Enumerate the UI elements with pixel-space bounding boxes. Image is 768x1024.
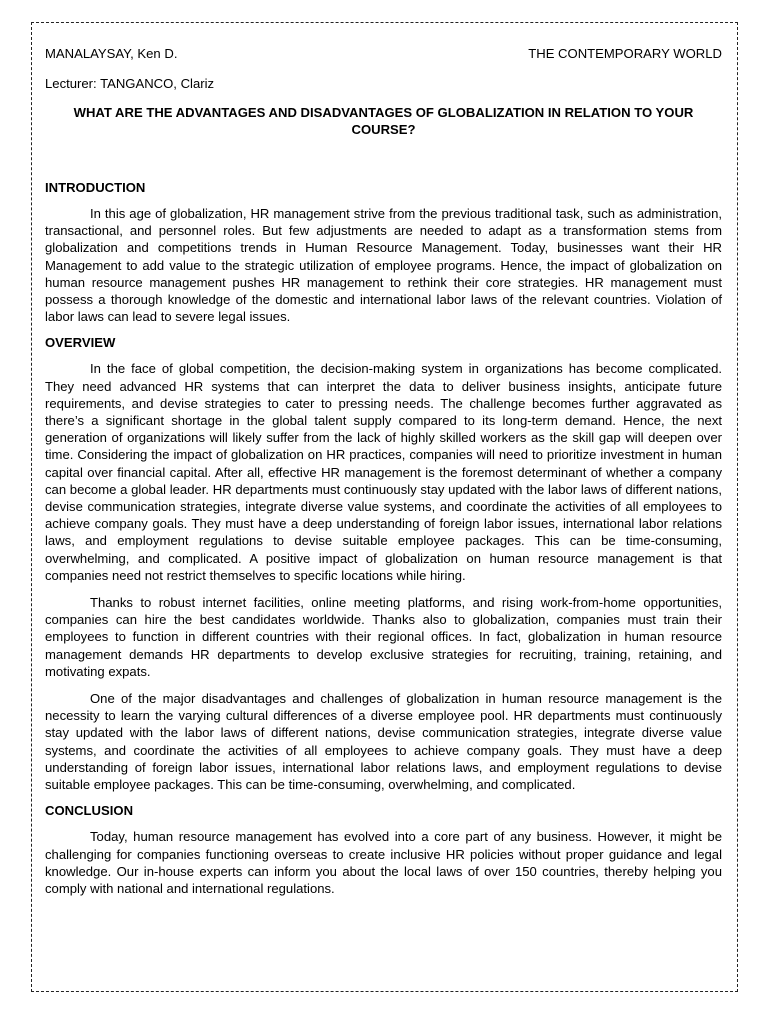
introduction-paragraph: In this age of globalization, HR management strive from the previous traditional task, such as administration, transactional, and personnel roles. But few adjustments are needed to adapt as a transformation stems from globalization and competitions trends in Human Resource Management. Today, businesses want their HR Management to add value to the strategic utilization of employee programs. Hence, the impact of globalization on human resource management pushes HR management to rethink their core strategies. HR management must possess a thorough knowledge of the domestic and international labor laws of the relevant countries. Violation of labor laws can lead to severe legal issues. bbox=[45, 206, 722, 325]
author-name: MANALAYSAY, Ken D. bbox=[45, 46, 178, 61]
heading-conclusion: CONCLUSION bbox=[45, 803, 134, 819]
overview-paragraph-2: Thanks to robust internet facilities, online meeting platforms, and rising work-from-home opportunities, companies can hire the best candidates worldwide. Thanks also to globalization, companies must train their employees to function in different countries with their regional offices. In fact, globalization in human resource management demands HR departments to develop exclusive strategies for recruiting, training, retaining, and motivating expats. bbox=[45, 595, 722, 679]
overview-paragraph-1: In the face of global competition, the decision-making system in organizations has become complicated. They need advanced HR systems that can interpret the data to deliver business insights, anticipate future requirements, and devise strategies to cater to pressing needs. The challenge becomes further aggravated as there’s a significant shortage in the global talent supply compared to its long-term demand. Hence, the next generation of organizations will likely suffer from the lack of highly skilled workers as the skill gap will deepen over time. Considering the impact of globalization on HR practices, companies will need to prioritize investment in human capital over financial capital. After all, effective HR management is the foremost determinant of whether a company can become a global leader. HR departments must continuously stay updated with the labor laws of different nations, devise communication strategies, integrate diverse value systems, and coordinate the activities of all employees to achieve company goals. They must have a deep understanding of foreign labor issues, international labor relations laws, and employment regulations to devise suitable employee packages. This can be time-consuming, overwhelming, and complicated. A positive impact of globalization on human resource management is that companies need not restrict themselves to specific locations while hiring. bbox=[45, 361, 722, 583]
document-body bbox=[45, 45, 722, 897]
heading-overview: OVERVIEW bbox=[45, 335, 116, 351]
course-name: THE CONTEMPORARY WORLD bbox=[528, 46, 722, 61]
document-header bbox=[45, 45, 722, 62]
lecturer-name: Lecturer: TANGANCO, Clariz bbox=[45, 76, 215, 91]
document-title: WHAT ARE THE ADVANTAGES AND DISADVANTAGES OF GLOBALIZATION IN RELATION TO YOUR COURSE? bbox=[73, 105, 694, 137]
heading-introduction: INTRODUCTION bbox=[45, 180, 146, 195]
overview-paragraph-3: One of the major disadvantages and challenges of globalization in human resource management is the necessity to learn the varying cultural differences of a diverse employee pool. HR departments must continuously stay updated with the labor laws of different nations, devise communication strategies, integrate diverse value systems, and coordinate the activities of all employees to achieve company goals. They must have a deep understanding of foreign labor issues, international labor relations laws, and employment regulations to devise suitable employee packages. This can be time-consuming, overwhelming, and complicated. bbox=[45, 691, 722, 793]
conclusion-paragraph: Today, human resource management has evolved into a core part of any business. However, it might be challenging for companies functioning overseas to create inclusive HR policies without proper guidance and legal knowledge. Our in-house experts can inform you about the local laws of over 150 countries, thereby helping you comply with national and international regulations. bbox=[45, 829, 722, 896]
